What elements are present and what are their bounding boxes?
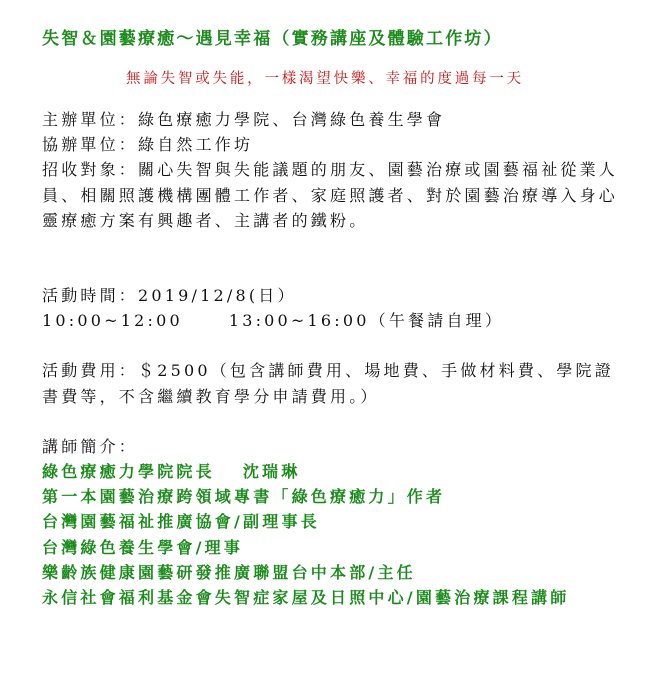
spacer <box>42 409 626 434</box>
speaker-credential-item: 永信社會福利基金會失智症家屋及日照中心/園藝治療課程講師 <box>42 588 570 608</box>
schedule-info <box>42 283 626 333</box>
speaker-credential-item: 第一本園藝治療跨領域專書「綠色療癒力」作者 <box>42 487 446 507</box>
spacer <box>42 90 626 107</box>
event-date: 活動時間：2019/12/8(日） <box>42 286 297 306</box>
audience-line: 招收對象：關心失智與失能議題的朋友、園藝治療或園藝福祉從業人員、相關照護機構團體工作者、家庭照護者、對於園藝治療導入身心靈療癒方案有興趣者、主講者的鐵粉。 <box>42 160 619 230</box>
speaker-credential-item: 樂齡族健康園藝研發推廣聯盟台中本部/主任 <box>42 562 416 582</box>
speaker-title-line <box>42 459 626 484</box>
speaker-credential-item: 台灣園藝福祉推廣協會/副理事長 <box>42 512 320 532</box>
event-times <box>42 308 626 333</box>
speaker-credential-item: 台灣綠色養生學會/理事 <box>42 537 244 557</box>
speaker-credentials <box>42 484 626 610</box>
event-subtitle: 無論失智或失能，一樣渴望快樂、幸福的度過每一天 <box>126 71 524 87</box>
speaker-info <box>42 434 626 610</box>
fee-info <box>42 358 626 408</box>
spacer <box>42 333 626 358</box>
spacer <box>42 233 626 283</box>
event-title: 失智＆園藝療癒～遇見幸福（實務講座及體驗工作坊） <box>42 29 503 49</box>
speaker-name: 沈瑞琳 <box>242 462 301 482</box>
organizer-info <box>42 107 626 233</box>
co-organizer-line: 協辦單位：綠自然工作坊 <box>42 135 254 155</box>
time-afternoon: 13:00~16:00（午餐請自理） <box>228 311 505 331</box>
fee-text: 活動費用：＄2500（包含講師費用、場地費、手做材料費、學院證書費等，不含繼續教育學分申請費用。） <box>42 361 614 406</box>
organizer-line: 主辦單位：綠色療癒力學院、台灣綠色養生學會 <box>42 110 446 129</box>
speaker-heading: 講師簡介： <box>42 436 139 456</box>
speaker-position: 綠色療癒力學院院長 <box>42 462 215 482</box>
time-morning: 10:00~12:00 <box>42 311 183 331</box>
